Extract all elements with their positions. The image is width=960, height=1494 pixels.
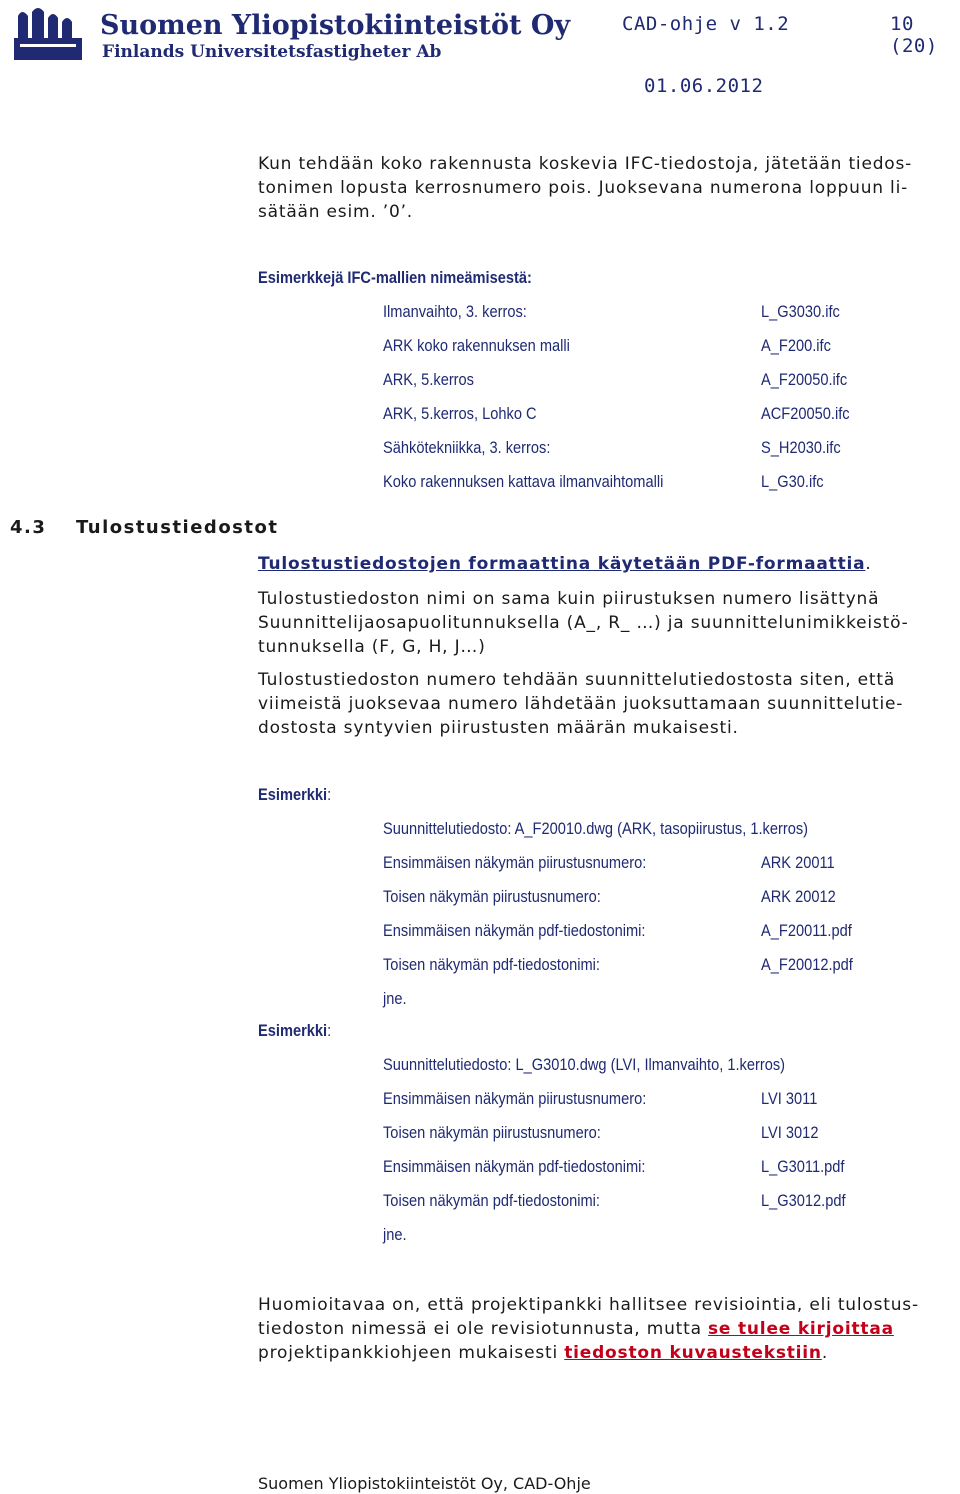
pdf-rule	[258, 552, 872, 576]
numbering-line: Tulostustiedoston numero tehdään suunnittelutiedostosta siten, että	[258, 670, 896, 690]
example-row-value: A_F20012.pdf	[761, 955, 853, 974]
note-emphasis-link: tiedoston kuvaustekstiin	[564, 1343, 822, 1363]
numbering-line: dostosta syntyvien piirustusten määrän mukaisesti.	[258, 718, 739, 738]
naming-line: Suunnittelijaosapuolitunnuksella (A_, R_ …) ja suunnittelunimikkeistö-	[258, 613, 909, 633]
ifc-example-label: Koko rakennuksen kattava ilmanvaihtomalli	[383, 472, 664, 491]
example-label-text: Esimerkki	[258, 1021, 328, 1040]
section-title: Tulostustiedostot	[75, 517, 279, 538]
note-line	[258, 1341, 958, 1365]
logo-mark-icon	[12, 8, 86, 62]
ifc-example-value: L_G3030.ifc	[761, 302, 840, 321]
numbering-line: viimeistä juoksevaa numero lähdetään juoksuttamaan suunnittelutie-	[258, 694, 904, 714]
naming-paragraph	[258, 587, 958, 659]
document-title: CAD-ohje v 1.2	[622, 13, 790, 35]
example-row-label: Ensimmäisen näkymän pdf-tiedostonimi:	[383, 1157, 646, 1176]
example-row-value: ARK 20011	[761, 853, 835, 872]
example-etc: jne.	[383, 1225, 407, 1244]
ifc-example-value: A_F20050.ifc	[761, 370, 848, 389]
numbering-paragraph	[258, 668, 958, 740]
example-source-file: Suunnittelutiedosto: A_F20010.dwg (ARK, tasopiirustus, 1.kerros)	[383, 819, 809, 838]
ifc-example-label: ARK koko rakennuksen malli	[383, 336, 570, 355]
example-row-label: Toisen näkymän pdf-tiedostonimi:	[383, 1191, 600, 1210]
intro-line: Kun tehdään koko rakennusta koskevia IFC-tiedostoja, jätetään tiedos-	[258, 154, 913, 174]
example-row-label: Ensimmäisen näkymän piirustusnumero:	[383, 1089, 647, 1108]
pdf-rule-emphasis: Tulostustiedostojen formaattina käytetään PDF-formaattia	[258, 554, 866, 574]
example-label	[258, 785, 331, 805]
example-row-value: ARK 20012	[761, 887, 836, 906]
example-row-value: L_G3011.pdf	[761, 1157, 845, 1176]
intro-line: tonimen lopusta kerrosnumero pois. Juoksevana numerona loppuun li-	[258, 178, 909, 198]
example-label-text: Esimerkki	[258, 785, 328, 804]
ifc-example-label: Ilmanvaihto, 3. kerros:	[383, 302, 527, 321]
note-text: .	[821, 1343, 829, 1363]
revision-note	[258, 1293, 958, 1365]
example-row-value: L_G3012.pdf	[761, 1191, 846, 1210]
pdf-rule-tail: .	[865, 554, 872, 574]
ifc-example-label: Sähkötekniikka, 3. kerros:	[383, 438, 551, 457]
note-line	[258, 1317, 958, 1341]
example-label-colon: :	[327, 785, 332, 804]
example-row-value: A_F20011.pdf	[761, 921, 852, 940]
example-source-file: Suunnittelutiedosto: L_G3010.dwg (LVI, Ilmanvaihto, 1.kerros)	[383, 1055, 786, 1074]
ifc-examples-heading: Esimerkkejä IFC-mallien nimeämisestä:	[258, 268, 532, 287]
example-row-value: LVI 3012	[761, 1123, 819, 1142]
ifc-example-value: L_G30.ifc	[761, 472, 824, 491]
header	[0, 0, 960, 97]
document-date: 01.06.2012	[644, 75, 764, 97]
naming-line: Tulostustiedoston nimi on sama kuin piirustuksen numero lisättynä	[258, 589, 880, 609]
intro-paragraph	[258, 152, 958, 224]
naming-line: tunnuksella (F, G, H, J…)	[258, 637, 486, 657]
example-label-colon: :	[327, 1021, 332, 1040]
example-label	[258, 1021, 331, 1041]
example-row-label: Ensimmäisen näkymän pdf-tiedostonimi:	[383, 921, 646, 940]
note-line: Huomioitavaa on, että projektipankki hallitsee revisiointia, eli tulostus-	[258, 1295, 919, 1315]
note-emphasis-link: se tulee kirjoittaa	[708, 1319, 894, 1339]
page-number: 10 (20)	[890, 13, 938, 57]
logo-text-swedish: Finlands Universitetsfastigheter Ab	[102, 42, 442, 62]
ifc-example-label: ARK, 5.kerros, Lohko C	[383, 404, 537, 423]
example-etc: jne.	[383, 989, 407, 1008]
ifc-example-value: A_F200.ifc	[761, 336, 831, 355]
intro-line: sätään esim. ’0’.	[258, 202, 413, 222]
note-text: tiedoston nimessä ei ole revisiotunnusta, mutta	[258, 1319, 709, 1339]
example-row-label: Toisen näkymän pdf-tiedostonimi:	[383, 955, 600, 974]
page-footer: Suomen Yliopistokiinteistöt Oy, CAD-Ohje	[258, 1474, 591, 1493]
example-row-label: Toisen näkymän piirustusnumero:	[383, 887, 601, 906]
ifc-example-value: ACF20050.ifc	[761, 404, 850, 423]
ifc-example-value: S_H2030.ifc	[761, 438, 841, 457]
section-number: 4.3	[10, 517, 47, 538]
example-row-label: Toisen näkymän piirustusnumero:	[383, 1123, 601, 1142]
logo-text-finnish: Suomen Yliopistokiinteistöt Oy	[100, 10, 571, 41]
example-row-label: Ensimmäisen näkymän piirustusnumero:	[383, 853, 647, 872]
note-text: projektipankkiohjeen mukaisesti	[258, 1343, 565, 1363]
example-row-value: LVI 3011	[761, 1089, 818, 1108]
section-heading	[10, 517, 278, 538]
ifc-example-label: ARK, 5.kerros	[383, 370, 474, 389]
